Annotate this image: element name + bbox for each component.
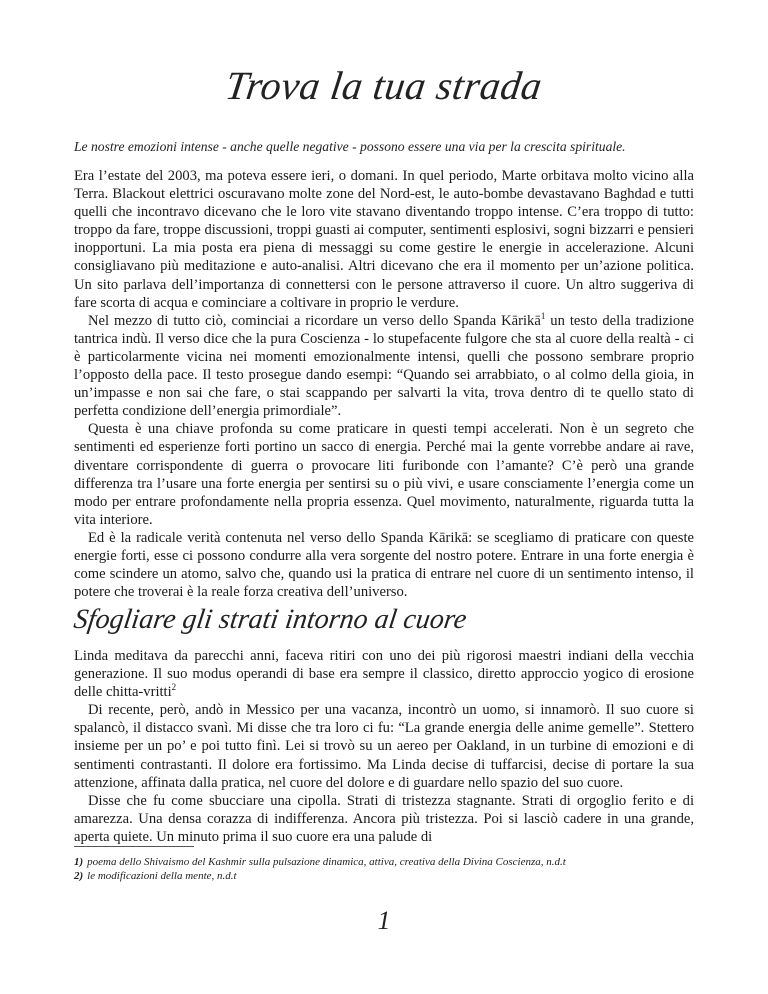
section-heading: Sfogliare gli strati intorno al cuore <box>71 604 469 635</box>
paragraph-spanda-start: Nel mezzo di tutto ciò, cominciai a ricordare un verso dello Spanda Kārikā <box>88 312 541 329</box>
page-number: 1 <box>377 906 391 935</box>
paragraph: Disse che fu come sbucciare una cipolla. Strati di tristezza stagnante. Strati di orgoglio ferito e di amarezza. Una densa corazza di indifferenza. Ancora più tristezza. Poi si lasciò cadere in una grande, aperta quiete. Un minuto prima il suo cuore era una palude di <box>74 792 694 845</box>
footnote-ref-1: 1 <box>540 310 546 321</box>
footnote-text: poema dello Shivaismo del Kashmir sulla pulsazione dinamica, attiva, creativa della Divina Coscienza, n.d.t <box>87 856 566 868</box>
footnote-ref-2: 2 <box>171 682 177 693</box>
footnote-number: 2) <box>74 870 84 882</box>
footnote-number: 1) <box>74 856 84 868</box>
paragraph: Ed è la radicale verità contenuta nel verso dello Spanda Kārikā: se scegliamo di praticare con queste energie forti, esse ci possono condurre alla vera sorgente del nostro potere. Entrare in una forte energia è come scindere un atomo, salvo che, quando usi la pratica di entrare nel cuore di un sentimento intenso, il potere che troverai è la reale forza creativa dell’universo. <box>74 529 694 601</box>
paragraph-spanda-end: un testo della tradizione tantrica indù. Il verso dice che la pura Coscienza - lo stupefacente fulgore che sta al cuore della realtà - ci è particolarmente vicina nei momenti emozionalmente intensi, quelli che possono sembrare proprio l’opposto della pace. Il testo prosegue dando esempi: “Quando sei arrabbiato, o al colmo della gioia, in un’impasse e non sai che fare, o stai scappando per salvarti la vita, trova dentro di te quello stato di perfetta condizione dell’energia primordiale”. <box>74 312 694 420</box>
footnote-divider <box>74 846 194 847</box>
article-body-section-2 <box>74 647 694 846</box>
paragraph: Era l’estate del 2003, ma poteva essere ieri, o domani. In quel periodo, Marte orbitava molto vicino alla Terra. Blackout elettrici oscuravano molte zone del Nord-est, le auto-bombe devastavano Baghdad e tutti quelli che incontravo dicevano che le loro vite stavano diventando troppo intense. C’era troppo di tutto: troppo da fare, troppe discussioni, troppi guasti ai computer, sentimenti esplosivi, sogni bizzarri e pensieri inopportuni. La mia posta era piena di messaggi su come gestire le energie in accelerazione. Alcuni consigliavano più meditazione e auto-analisi. Altri dicevano che era il momento per un’azione politica. Un sito parlava dell’importanza di connettersi con le persone attraverso il cuore. Un altro suggeriva di fare scorta di acqua e cominciare a coltivare in proprio le verdure. <box>74 168 694 311</box>
page-subtitle: Le nostre emozioni intense - anche quelle negative - possono essere una via per la crescita spirituale. <box>74 139 626 154</box>
paragraph: Questa è una chiave profonda su come praticare in questi tempi accelerati. Non è un segreto che sentimenti ed esperienze forti portino un sacco di energia. Perché mai la gente vorrebbe andare ai rave, diventare corrispondente di guerra o provocare liti furibonde con l’amante? C’è però una grande differenza tra l’usare una forte energia per sentirsi su o più vivi, e usare consciamente l’energia come un modo per entrare profondamente nella propria essenza. Quel movimento, naturalmente, riguarda tutta la vita interiore. <box>74 421 694 528</box>
document-page <box>71 0 694 994</box>
footnote-text: le modificazioni della mente, n.d.t <box>87 870 237 882</box>
paragraph-linda-text: Linda meditava da parecchi anni, faceva ritiri con uno dei più rigorosi maestri indiani della vecchia generazione. Il suo modus operandi di base era sempre il classico, diretto approccio yogico di erosione delle chitta-vritti <box>74 648 694 701</box>
article-body-section-1 <box>74 167 694 601</box>
footnotes <box>74 855 694 883</box>
footnote-2 <box>74 869 694 883</box>
paragraph-linda <box>74 647 694 701</box>
footnote-1 <box>74 855 694 869</box>
page-title: Trova la tua strada <box>222 63 546 108</box>
paragraph: Di recente, però, andò in Messico per una vacanza, incontrò un uomo, si innamorò. Il suo cuore si spalancò, il distacco svanì. Mi disse che tra loro ci fu: “La grande energia delle anime gemelle”. Stettero insieme per un po’ e poi tutto finì. Lei si trovò su un aereo per Oakland, in un turbine di emozioni e di sentimenti contrastanti. Il dolore era fortissimo. Ma Linda decise di tuffarcisi, decise di portare la sua attenzione, affinata dalla pratica, nel cuore del dolore e di guardare nello spazio del suo cuore. <box>74 702 694 791</box>
paragraph-spanda <box>74 312 694 421</box>
